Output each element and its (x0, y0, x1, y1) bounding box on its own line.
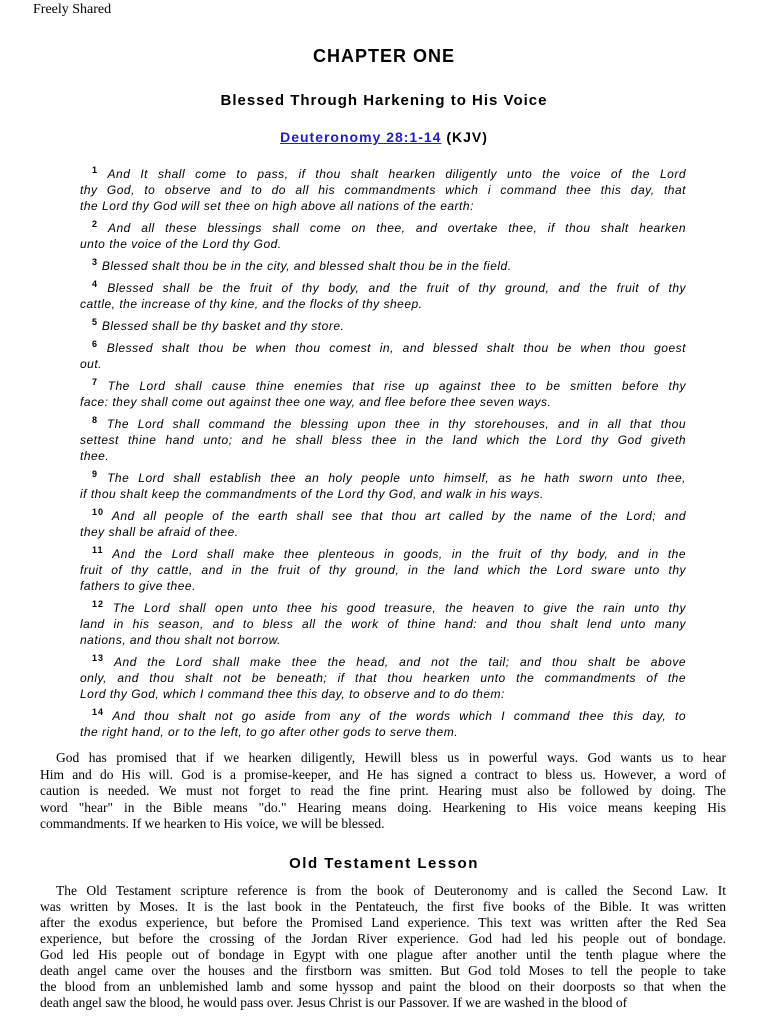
paragraph-line: God has promised that if we hearken diligently, Hewill bless us in powerful ways. God wants us to hear (56, 750, 726, 765)
verse-text: And the Lord shall make thee plenteous in goods, in the fruit of thy body, and in the (112, 547, 687, 561)
verse-text: Blessed shalt thou be in the city, and blessed shalt thou be in the field. (101, 259, 512, 273)
scripture-version: (KJV) (446, 129, 488, 145)
paragraph-old-testament (40, 883, 726, 1011)
verse-text: And all people of the earth shall see that thou art called by the name of the Lord; and (111, 509, 686, 523)
verse-line (80, 508, 686, 524)
chapter-subtitle: Blessed Through Harkening to His Voice (220, 92, 548, 109)
verse-line (80, 198, 686, 214)
verse-text: thy God, to observe and to do all his commandments which i command thee this day, that (80, 183, 686, 197)
verse-text: if thou shalt keep the commandments of the Lord thy God, and walk in his ways. (80, 487, 544, 501)
verse-line (80, 416, 686, 432)
paragraph-line: God led His people out of bondage in Egypt with one plague after another until the tenth plague where the (40, 947, 726, 962)
verse-line (80, 394, 686, 410)
verse (80, 220, 686, 252)
verse-text: land in his season, and to bless all the work of thine hand: and thou shalt lend unto many (80, 617, 686, 631)
paragraph-line: commandments. If we hearken to His voice, we will be blessed. (40, 816, 385, 831)
verse (80, 258, 686, 274)
verse-line (80, 724, 686, 740)
verse-text: settest thine hand unto; and he shall bless thee in the land which the Lord thy God giveth (80, 433, 686, 447)
verse-text: only, and thou shalt not be beneath; if that thou hearken unto the commandments of the (80, 671, 686, 685)
verse-text: The Lord shall establish thee an holy people unto himself, as he hath sworn unto thee, (107, 471, 686, 485)
verse-text: fathers to give thee. (80, 579, 196, 593)
verse-line (80, 166, 686, 182)
verse (80, 416, 686, 464)
verse-line (80, 562, 686, 578)
verse-text: they shall be afraid of thee. (80, 525, 239, 539)
verse-text: out. (80, 357, 103, 371)
verse (80, 508, 686, 540)
verse-line (80, 616, 686, 632)
verse-number: 9 (92, 469, 99, 479)
verse (80, 166, 686, 214)
verse-text: And It shall come to pass, if thou shalt hearken diligently unto the voice of the Lord (107, 167, 686, 181)
verse (80, 280, 686, 312)
verse-text: cattle, the increase of thy kine, and the flocks of thy sheep. (80, 297, 423, 311)
verse-text: thee. (80, 449, 110, 463)
verse-text: The Lord shall command the blessing upon thee in thy storehouses, and in all that thou (106, 417, 686, 431)
verse-text: Blessed shalt thou be when thou comest in, and blessed shalt thou be when thou goest (106, 341, 686, 355)
verse-line (80, 686, 686, 702)
verse-text: And all these blessings shall come on thee, and overtake thee, if thou shalt hearken (107, 221, 687, 235)
verse-text: unto the voice of the Lord thy God. (80, 237, 282, 251)
verse-number: 7 (92, 377, 99, 387)
verse-text: The Lord shall open unto thee his good treasure, the heaven to give the rain unto thy (112, 601, 686, 615)
verse-line (80, 546, 686, 562)
verse-line (80, 486, 686, 502)
verse-line (80, 296, 686, 312)
verse-line (80, 220, 686, 236)
verse (80, 600, 686, 648)
verse-text: And thou shalt not go aside from any of the words which I command thee this day, to (112, 709, 686, 723)
verse-number: 4 (92, 279, 99, 289)
verse-line (80, 708, 686, 724)
paragraph-line: caution is needed. We must not forget to read the fine print. Hearing must also be followed by doing. The (40, 783, 726, 798)
paragraph-line: The Old Testament scripture reference is from the book of Deuteronomy and is called the Second Law. It (56, 883, 726, 898)
verse (80, 654, 686, 702)
verse-text: Blessed shall be the fruit of thy body, and the fruit of thy ground, and the fruit of thy (107, 281, 686, 295)
scripture-reference (0, 129, 768, 145)
verse-line (80, 236, 686, 252)
header-label: Freely Shared (33, 2, 112, 17)
verse (80, 340, 686, 372)
paragraph-line: experience, but before the crossing of the Jordan River experience. God had led his people out of bondage. (40, 931, 726, 946)
verse-text: face: they shall come out against thee one way, and flee before thee seven ways. (80, 395, 552, 409)
verse (80, 318, 686, 334)
verse-number: 11 (92, 545, 104, 555)
verse-text: nations, and thou shalt not borrow. (80, 633, 281, 647)
paragraph-line: word "hear" in the Bible means "do." Hearing means doing. Hearkening to His voice means keeping His (40, 799, 726, 815)
verse-text: the Lord thy God will set thee on high above all nations of the earth: (80, 199, 474, 213)
verse (80, 470, 686, 502)
paragraph-line: death angel came over the houses and the firstborn was smitten. But God told Moses to tell the people to take (40, 963, 726, 978)
verse-line (80, 432, 686, 448)
verse-number: 12 (92, 599, 105, 609)
verse-line (80, 470, 686, 486)
paragraph-line: death angel saw the blood, he would pass over. Jesus Christ is our Passover. If we are washed in the blood of (40, 995, 628, 1010)
paragraph-line: Him and do His will. God is a promise-keeper, and He has signed a contract to bless us. However, a word of (40, 766, 726, 782)
verse-line (80, 654, 686, 670)
verse-text: Blessed shall be thy basket and thy store. (101, 319, 345, 333)
verse-text: the right hand, or to the left, to go after other gods to serve them. (80, 725, 459, 739)
verse-list (80, 166, 686, 746)
verse (80, 378, 686, 410)
verse-number: 6 (92, 339, 99, 349)
verse-line (80, 182, 686, 198)
verse-line (80, 600, 686, 616)
verse-line (80, 524, 686, 540)
verse-text: The Lord shall cause thine enemies that rise up against thee to be smitten before thy (107, 379, 686, 393)
verse-number: 3 (92, 257, 99, 267)
verse-number: 13 (92, 653, 105, 663)
verse-text: fruit of thy cattle, and in the fruit of thy ground, in the land which the Lord sware unto thy (80, 563, 686, 577)
verse-line (80, 448, 686, 464)
chapter-title: CHAPTER ONE (312, 46, 455, 66)
verse-text: And the Lord shall make thee the head, and not the tail; and thou shalt be above (114, 655, 687, 669)
verse-line (80, 356, 686, 372)
verse-number: 5 (92, 317, 99, 327)
verse-number: 8 (92, 415, 99, 425)
verse-number: 1 (92, 165, 99, 175)
verse-line (80, 340, 686, 356)
verse-number: 2 (92, 219, 99, 229)
verse-line (80, 378, 686, 394)
verse-line (80, 258, 686, 274)
section-heading: Old Testament Lesson (289, 855, 479, 872)
verse-line (80, 280, 686, 296)
verse-number: 10 (92, 507, 105, 517)
verse-text: Lord thy God, which I command thee this day, to observe and to do them: (80, 687, 505, 701)
verse-line (80, 318, 686, 334)
paragraph-intro (40, 750, 726, 833)
verse (80, 546, 686, 594)
verse-line (80, 632, 686, 648)
verse-line (80, 670, 686, 686)
paragraph-line: after the exodus experience, but before the Promised Land experience. This text was written after the Red Sea (40, 915, 726, 930)
paragraph-line: was written by Moses. It is the last book in the Pentateuch, the first five books of the Bible. It was written (40, 899, 726, 914)
paragraph-line: the blood from an unblemished lamb and some hyssop and paint the blood on their doorposts so that when the (40, 979, 726, 994)
verse (80, 708, 686, 740)
verse-line (80, 578, 686, 594)
verse-number: 14 (92, 707, 105, 717)
scripture-reference-link[interactable]: Deuteronomy 28:1-14 (280, 129, 442, 145)
